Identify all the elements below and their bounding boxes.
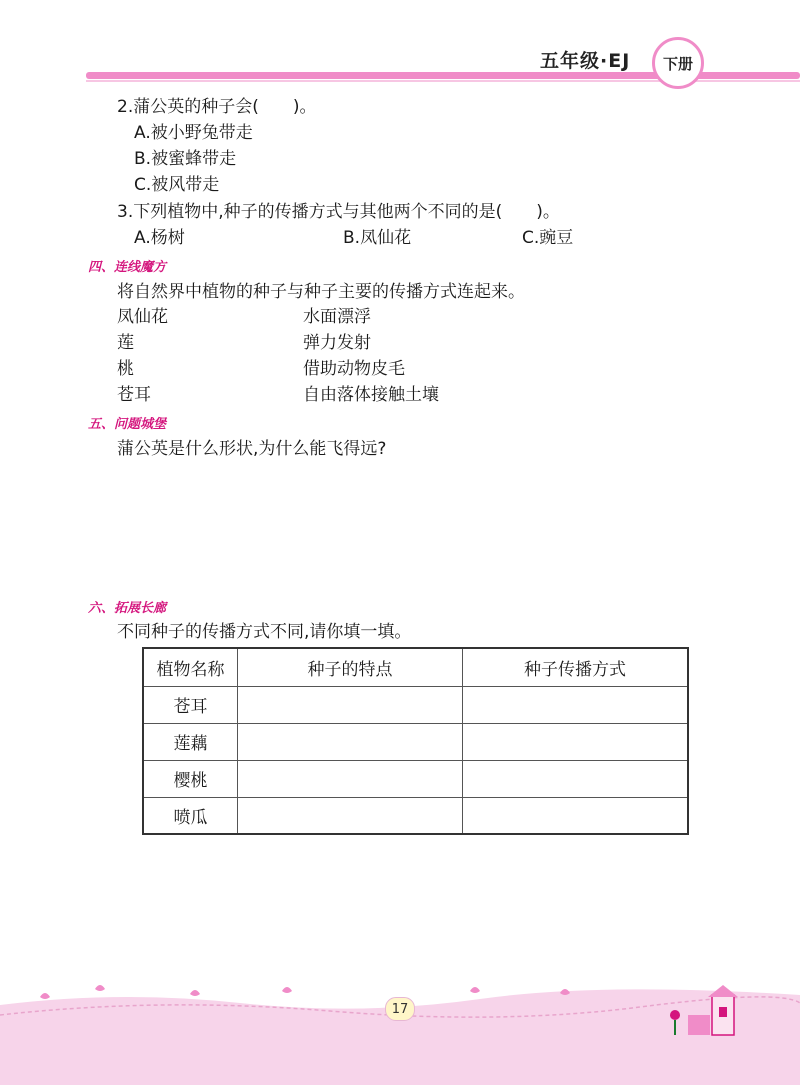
section-4-title: 四、连线魔方	[88, 260, 167, 275]
section-6-title: 六、拓展长廊	[88, 601, 167, 616]
q3-option-b: B.凤仙花	[343, 228, 412, 248]
table-row	[143, 723, 688, 760]
plant-name-cell: 莲藕	[143, 723, 238, 760]
q2-option-a: A.被小野兔带走	[134, 123, 253, 143]
table-row	[143, 797, 688, 834]
sprout-icon	[40, 985, 570, 999]
match-left-item[interactable]: 苍耳	[117, 385, 151, 405]
q3-stem-line	[117, 201, 560, 223]
section-6-instruction: 不同种子的传播方式不同,请你填一填。	[117, 622, 412, 642]
q2-option-c: C.被风带走	[134, 175, 220, 195]
table-header: 植物名称	[143, 648, 238, 686]
seed-feature-cell[interactable]	[238, 723, 463, 760]
grade-label: 五年级·EJ	[540, 50, 631, 72]
answer-area[interactable]	[117, 466, 717, 586]
match-left-item[interactable]: 莲	[117, 333, 134, 353]
volume-label: 下册	[662, 54, 693, 73]
dispersal-method-cell[interactable]	[463, 723, 689, 760]
match-right-item[interactable]: 弹力发射	[303, 333, 371, 353]
match-right-item[interactable]: 借助动物皮毛	[303, 359, 405, 379]
volume-badge	[652, 37, 704, 89]
section-5-title: 五、问题城堡	[88, 417, 167, 432]
table-row	[143, 686, 688, 723]
table-header-row	[143, 648, 688, 686]
fill-in-table	[142, 647, 689, 835]
seed-feature-cell[interactable]	[238, 686, 463, 723]
section-5-question: 蒲公英是什么形状,为什么能飞得远?	[117, 439, 387, 459]
q3-option-a: A.杨树	[134, 228, 185, 248]
plant-name-cell: 苍耳	[143, 686, 238, 723]
seed-feature-cell[interactable]	[238, 797, 463, 834]
q2-stem-line	[117, 96, 317, 118]
q3-stem-end: )。	[536, 202, 560, 222]
page-number: 17	[385, 997, 415, 1021]
q3-option-c: C.豌豆	[522, 228, 574, 248]
q2-stem: 2.蒲公英的种子会(	[117, 97, 259, 117]
dispersal-method-cell[interactable]	[463, 686, 689, 723]
q2-option-b: B.被蜜蜂带走	[134, 149, 237, 169]
q3-stem: 3.下列植物中,种子的传播方式与其他两个不同的是(	[117, 202, 503, 222]
table-header: 种子的特点	[238, 648, 463, 686]
section-4-instruction: 将自然界中植物的种子与种子主要的传播方式连起来。	[117, 282, 525, 302]
match-right-item[interactable]: 水面漂浮	[303, 307, 371, 327]
q2-stem-end: )。	[292, 97, 317, 117]
match-left-item[interactable]: 桃	[117, 359, 134, 379]
dispersal-method-cell[interactable]	[463, 797, 689, 834]
seed-feature-cell[interactable]	[238, 760, 463, 797]
plant-name-cell: 樱桃	[143, 760, 238, 797]
dispersal-method-cell[interactable]	[463, 760, 689, 797]
match-left-item[interactable]: 凤仙花	[117, 307, 168, 327]
match-right-item[interactable]: 自由落体接触土壤	[303, 385, 439, 405]
plant-name-cell: 喷瓜	[143, 797, 238, 834]
table-header: 种子传播方式	[463, 648, 689, 686]
table-row	[143, 760, 688, 797]
